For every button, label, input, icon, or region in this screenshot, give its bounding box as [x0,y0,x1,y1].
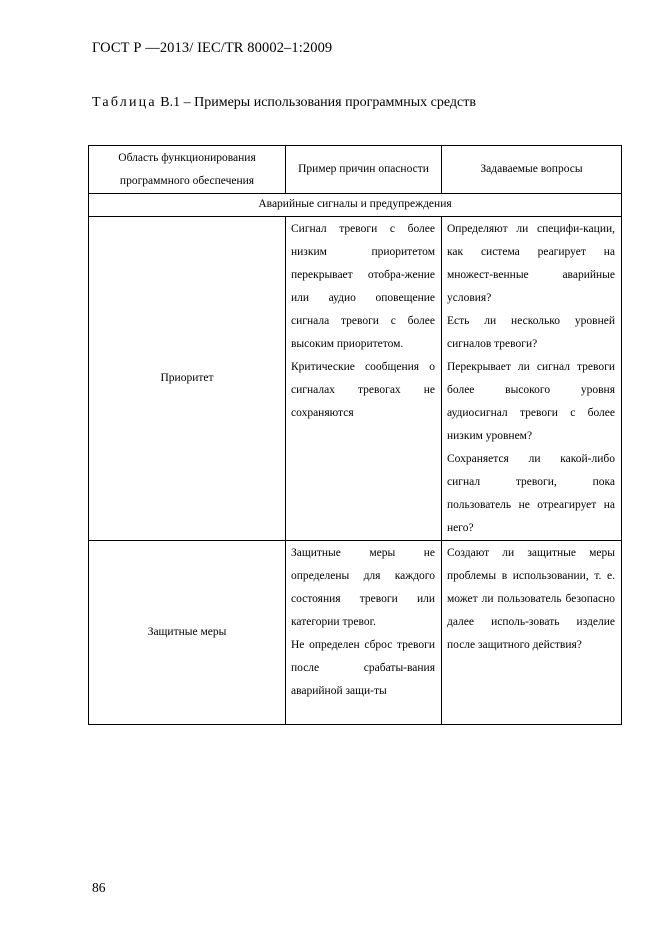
section-title: Аварийные сигналы и предупреждения [89,194,622,217]
table-caption [92,95,476,111]
cause-paragraph: Защитные меры не определены для каждого состояния тревоги или категории тревог. [291,547,435,628]
area-cell: Защитные меры [89,541,286,725]
question-paragraph: Создают ли защитные меры проблемы в использовании, т. е. может ли пользователь безопасно далее исполь-зовать изделие после защитного действия? [447,547,615,651]
questions-cell [442,217,622,541]
causes-cell [286,217,442,541]
area-cell: Приоритет [89,217,286,541]
header-questions: Задаваемые вопросы [442,146,622,194]
table-row [89,541,622,725]
page-number: 86 [92,880,106,895]
question-paragraph: Сохраняется ли какой-либо сигнал тревоги, пока пользователь не отреагирует на него? [447,453,615,534]
standard-designation: ГОСТ Р —2013/ IEC/TR 80002–1:2009 [92,40,333,56]
table-row [89,217,622,541]
table-section-row [89,194,622,217]
cause-paragraph: Сигнал тревоги с более низким приоритетом перекрывает отобра-жение или аудио оповещение сигнала тревоги с более высоким приоритетом. [291,223,435,350]
questions-cell [442,541,622,725]
caption-title: – Примеры использования программных средств [183,95,476,110]
cause-paragraph: Критические сообщения о сигналах тревогах не сохраняются [291,361,435,419]
table-header-row [89,146,622,194]
document-header [92,40,332,57]
caption-label: Таблица [92,95,157,110]
question-paragraph: Есть ли несколько уровней сигналов тревоги? [447,315,615,350]
question-paragraph: Перекрывает ли сигнал тревоги более высокого уровня аудиосигнал тревоги с более низким уровнем? [447,361,615,442]
question-paragraph: Определяют ли специфи-кации, как система реагирует на множест-венные аварийные условия? [447,223,615,304]
header-causes: Пример причин опасности [286,146,442,194]
header-area: Область функционирования программного обеспечения [89,146,286,194]
causes-cell [286,541,442,725]
cause-paragraph: Не определен сброс тревоги после срабаты-вания аварийной защи-ты [291,639,435,697]
caption-number: В.1 [160,95,181,110]
examples-table [88,145,622,725]
